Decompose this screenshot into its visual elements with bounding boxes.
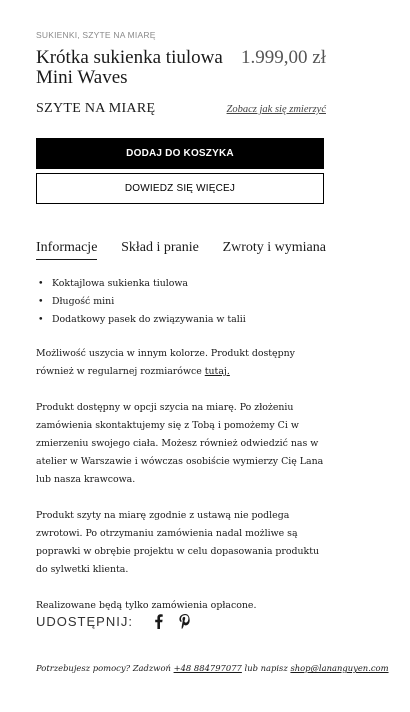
breadcrumb[interactable]: SUKIENKI, SZYTE NA MIARĘ [36,30,156,40]
phone-link[interactable]: +48 884797077 [173,663,242,673]
product-title: Krótka sukienka tiulowa Mini Waves [36,47,223,88]
tab-composition-care[interactable]: Skład i pranie [121,240,199,255]
regular-sizes-link[interactable]: tutaj. [204,366,230,377]
feature-list [36,275,331,329]
add-to-cart-button[interactable]: DODAJ DO KOSZYKA [36,138,324,169]
color-availability-text [36,345,331,381]
email-link[interactable]: shop@lananguyen.com [290,663,389,673]
how-to-measure-link[interactable]: Zobacz jak się zmierzyć [226,104,326,115]
learn-more-button[interactable]: DOWIEDZ SIĘ WIĘCEJ [36,173,324,204]
share-label: UDOSTĘPNIJ: [36,613,133,629]
share-section [36,613,203,629]
product-price: 1.999,00 zł [241,47,326,68]
social-icons [151,613,203,629]
color-availability-label: Możliwość uszycia w innym kolorze. Produkt dostępny również w regularnej rozmiarówce [36,348,295,377]
made-to-measure-label: SZYTE NA MIARĘ [36,101,156,116]
facebook-icon[interactable] [151,613,167,629]
product-tabs [36,240,326,260]
help-line [36,663,389,673]
help-middle: lub napisz [241,663,291,673]
made-to-measure-text: Produkt dostępny w opcji szycia na miarę. Po złożeniu zamówienia skontaktujemy się z Tobą i pomożemy Ci w zmierzeniu swojego ciała. Możesz również odwiedzić nas w atelier w Warszawie i wówczas osobiście wymierzy Cię Lana lub nasza krawcowa. [36,402,324,485]
product-header [36,48,326,88]
tab-information[interactable]: Informacje [36,240,97,260]
tab-returns-exchange[interactable]: Zwroty i wymiana [222,240,326,255]
list-item: • Długość mini [52,293,331,311]
tab-content-information [36,275,331,615]
help-prefix: Potrzebujesz pomocy? Zadzwoń [36,663,174,673]
returns-policy-text: Produkt szyty na miarę zgodnie z ustawą nie podlega zwrotowi. Po otrzymaniu zamówienia nadal możliwe są poprawki w obrębie projektu w celu dopasowania produktu do sylwetki klienta. [36,510,320,575]
list-item: • Koktajlowa sukienka tiulowa [52,275,331,293]
pinterest-icon[interactable] [177,613,193,629]
paid-orders-text: Realizowane będą tylko zamówienia opłacone. [36,600,257,611]
sizing-row [36,101,326,117]
list-item: • Dodatkowy pasek do związywania w talii [52,311,331,329]
